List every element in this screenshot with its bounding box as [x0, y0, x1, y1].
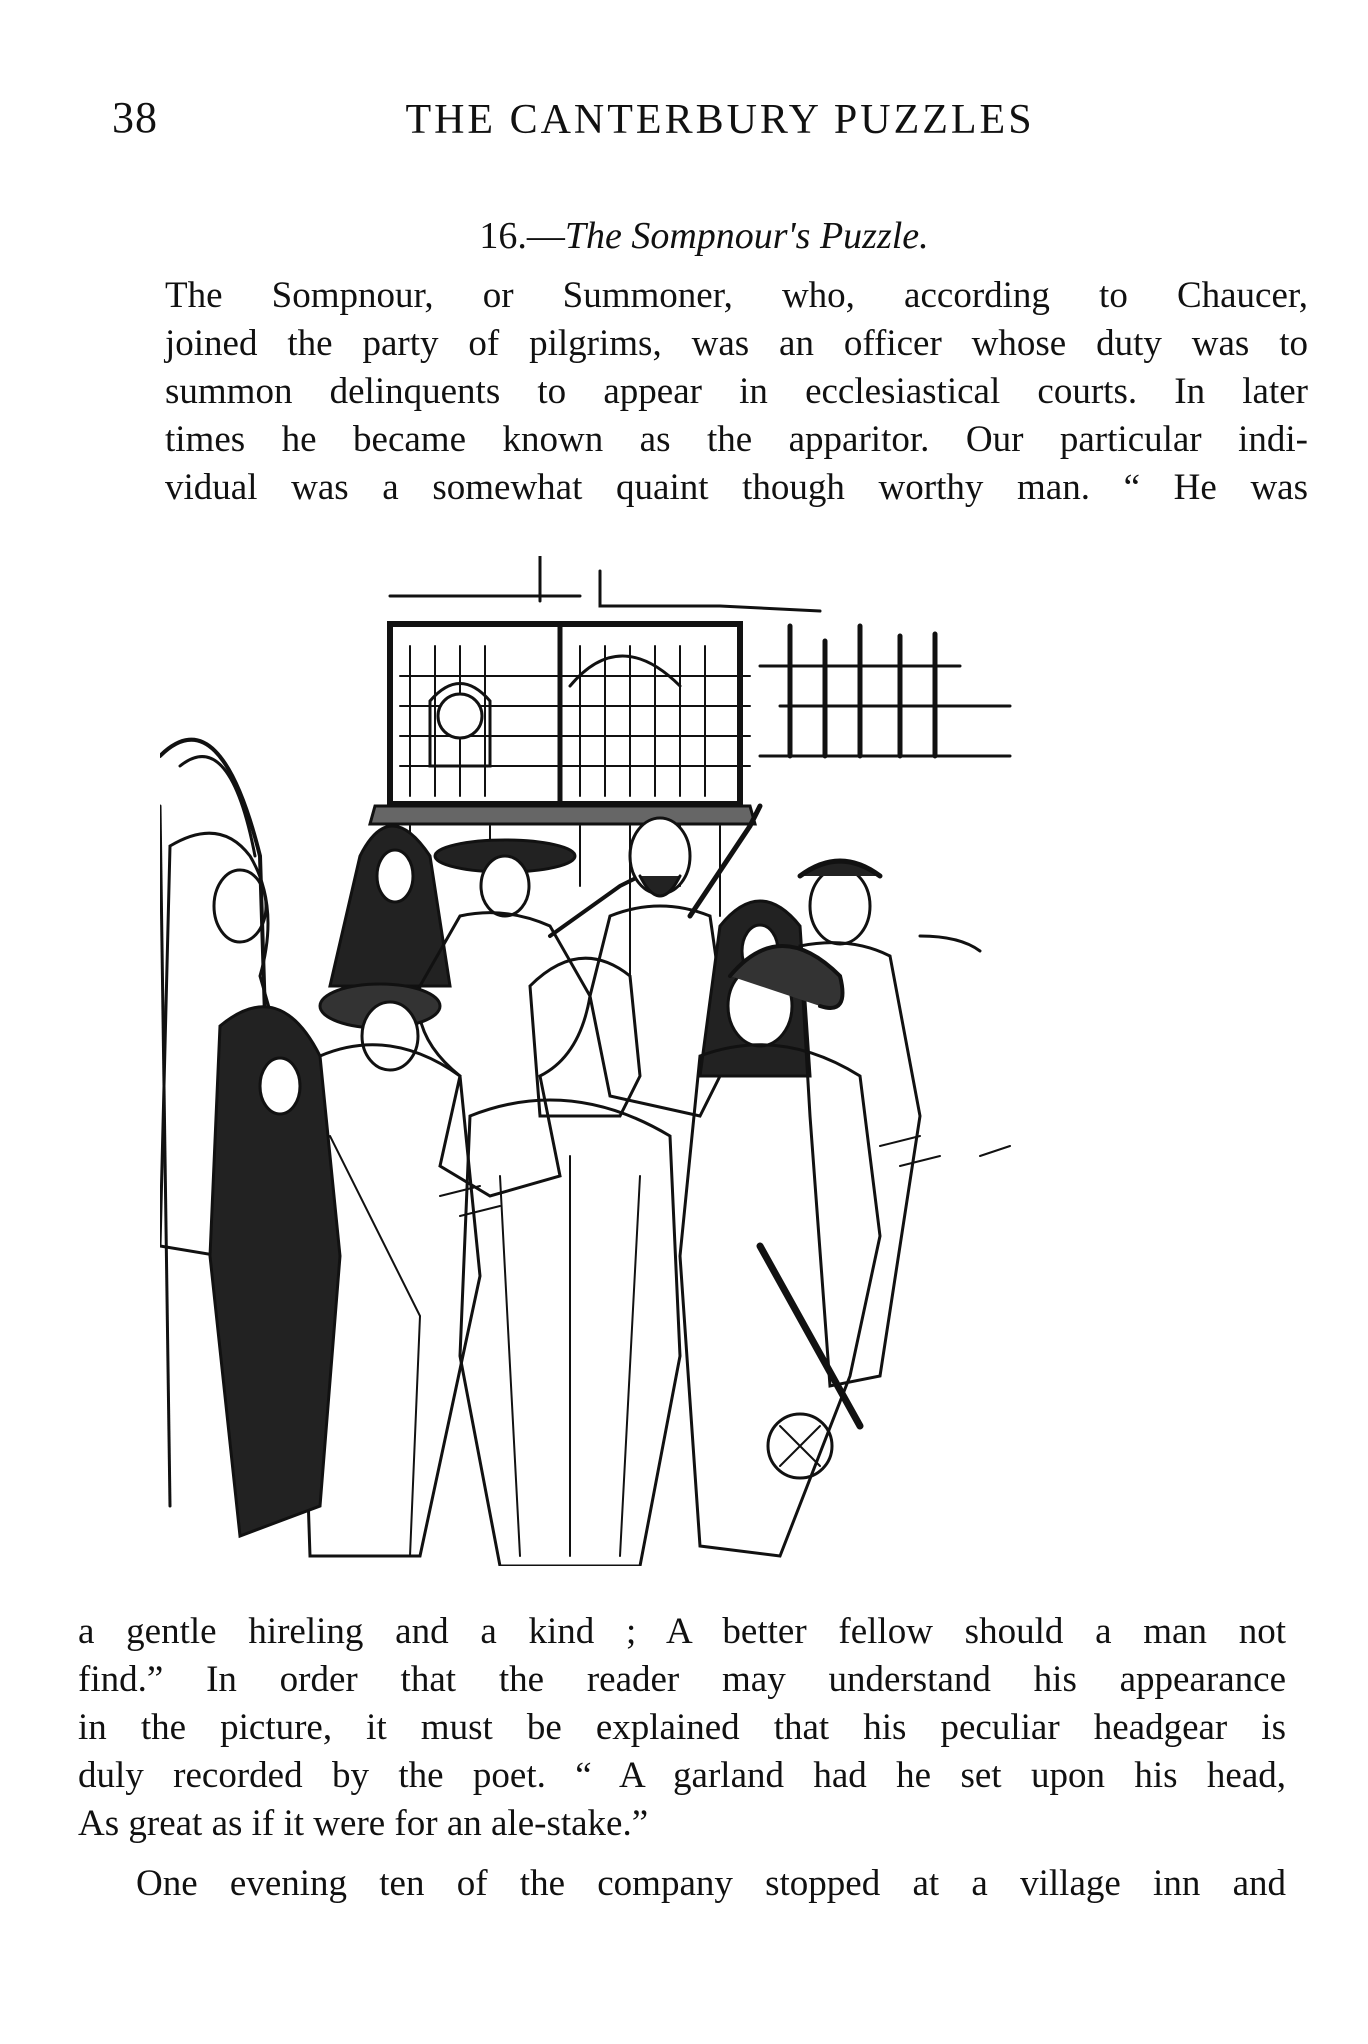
running-head: THE CANTERBURY PUZZLES [405, 97, 1035, 143]
text-line: The Sompnour, or Summoner, who, according to Chaucer, [165, 275, 1308, 316]
text-line: in the picture, it must be explained that his peculiar headgear is [78, 1707, 1286, 1748]
text-line: find.” In order that the reader may understand his appearance [78, 1659, 1286, 1700]
text-line: As great as if it were for an ale-stake.” [78, 1803, 649, 1844]
text-line: times he became known as the apparitor. Our particular indi- [165, 419, 1308, 460]
section-number: 16.— [479, 215, 565, 257]
text-line: joined the party of pilgrims, was an officer whose duty was to [165, 323, 1308, 364]
text-line: summon delinquents to appear in ecclesiastical courts. In later [165, 371, 1308, 412]
text-line: One evening ten of the company stopped at a village inn and [136, 1863, 1286, 1904]
text-line: vidual was a somewhat quaint though worthy man. “ He was [165, 467, 1308, 508]
text-line: duly recorded by the poet. “ A garland had he set upon his head, [78, 1755, 1286, 1796]
paragraph-intro [100, 272, 1308, 512]
paragraph-next [78, 1860, 1286, 1908]
paragraph-continuation [78, 1608, 1286, 1848]
section-title [0, 214, 1368, 258]
section-name: The Sompnour's Puzzle. [564, 215, 929, 257]
pilgrims-illustration [160, 556, 1160, 1566]
page-number: 38 [112, 93, 158, 142]
text-line: a gentle hireling and a kind ; A better fellow should a man not [78, 1611, 1286, 1652]
